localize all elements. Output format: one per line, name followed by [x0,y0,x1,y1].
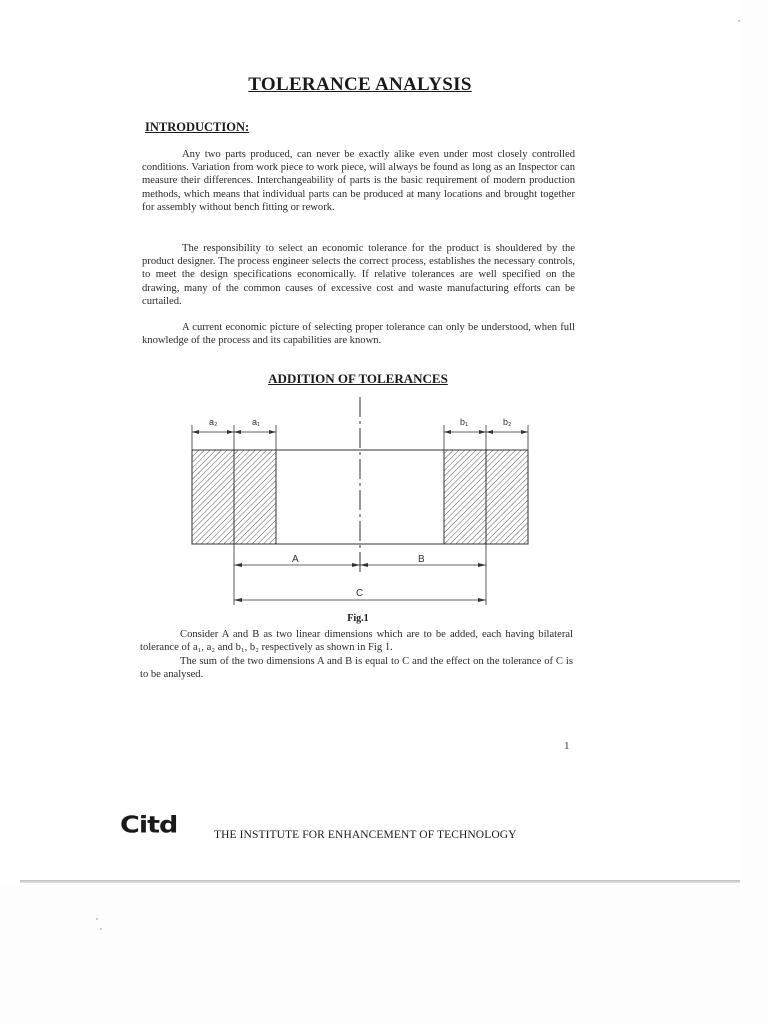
paragraph-3-text: A current economic picture of selecting proper tolerance can only be understood, when full knowledge of the process and its capabilities are known. [142,322,575,347]
paragraph-5 [140,655,573,681]
introduction-heading: INTRODUCTION: [145,120,250,134]
label-a2: a₂ [209,417,218,427]
document-title: TOLERANCE ANALYSIS [248,74,472,95]
scan-speck [738,20,740,22]
label-a1: a₁ [252,417,261,427]
paragraph-4 [140,628,573,654]
paragraph-2-text: The responsibility to select an economic tolerance for the product is shouldered by the product designer. The process engineer selects the correct process, establishes the necessary controls, to meet the design specifications economically. If relative tolerances are well specified on the drawing, many of the common causes of excessive cost and waste manufacturing efforts can be curtailed. [142,243,575,307]
label-b1: b₁ [460,417,469,427]
figure-caption: Fig.1 [347,613,369,624]
paragraph-1 [142,148,575,214]
citd-logo: Citd [120,812,178,839]
page-edge [20,880,740,883]
tolerance-zone-a2 [192,450,234,544]
tolerance-zone-b1 [444,450,486,544]
paragraph-1-text: Any two parts produced, can never be exactly alike even under most closely controlled conditions. Variation from work piece to work piece, will always be found as long as an Inspector can measure their differences. Interchangeability of parts is the basic requirement of modern production methods, which means that individual parts can be produced at many locations and brought together for assembly without bench fitting or rework. [142,149,575,213]
paragraph-2 [142,242,575,308]
addition-of-tolerances-heading: ADDITION OF TOLERANCES [268,371,448,386]
tolerance-zone-a1 [234,450,276,544]
paragraph-3 [142,321,575,347]
scan-speck [100,928,102,930]
institute-name: THE INSTITUTE FOR ENHANCEMENT OF TECHNOLOGY [214,829,517,841]
tolerance-figure [180,395,540,610]
label-B: B [418,554,425,565]
label-b2: b₂ [503,417,512,427]
paragraph-5-text: The sum of the two dimensions A and B is equal to C and the effect on the tolerance of C is to be analysed. [140,656,573,681]
label-C: C [356,588,364,599]
paragraph-4-text: Consider A and B as two linear dimensions which are to be added, each having bilateral tolerance of a₁, a₂ and b₁, b₂ respectively as shown in Fig 1. [140,629,573,654]
page-number: 1 [564,740,570,752]
label-A: A [292,554,299,565]
tolerance-zone-b2 [486,450,528,544]
scan-speck [96,918,98,920]
